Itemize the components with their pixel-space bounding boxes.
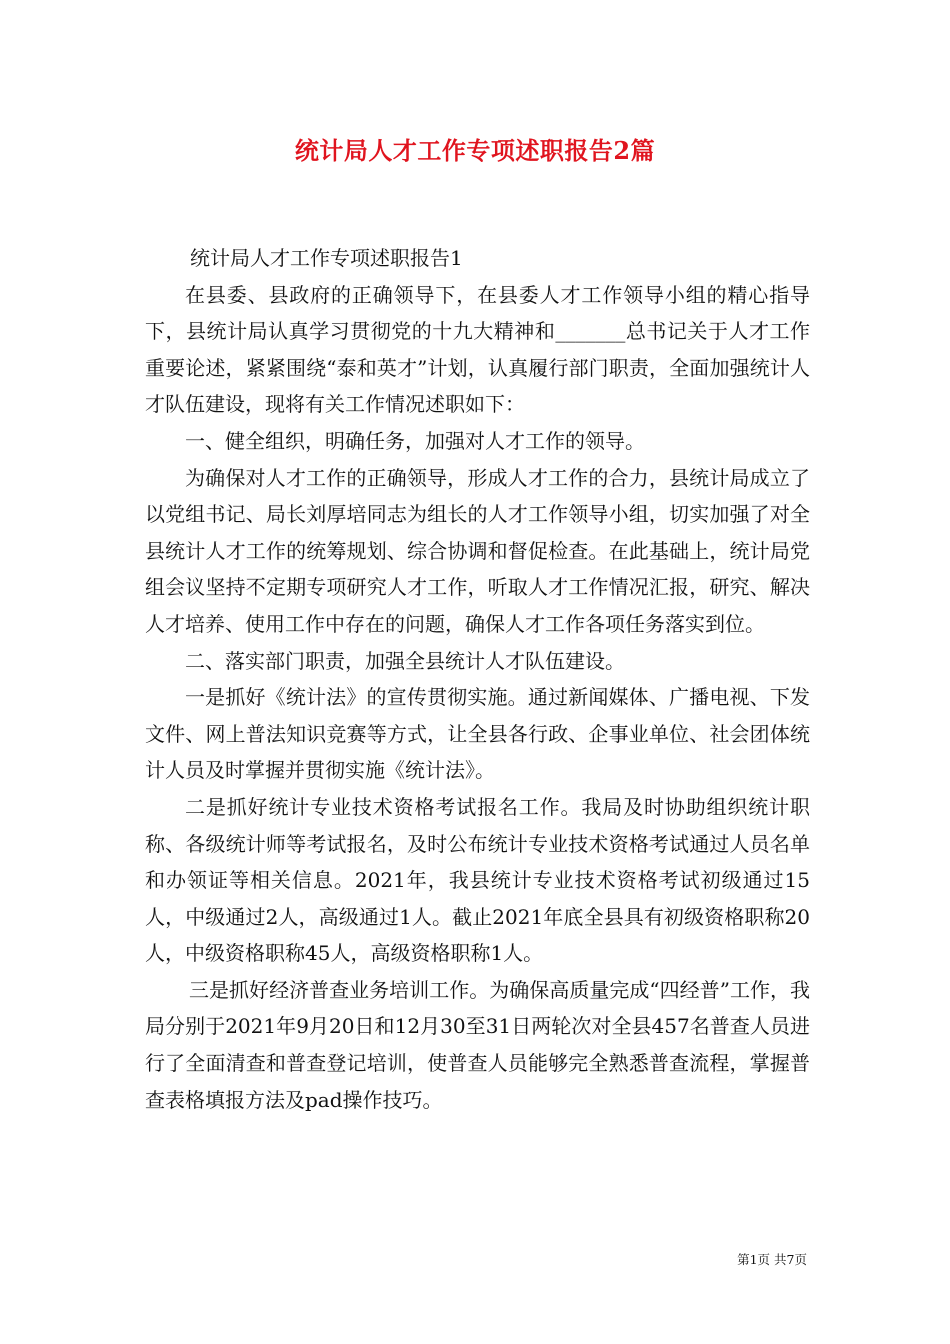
paragraph-leadership: 为确保对人才工作的正确领导，形成人才工作的合力，县统计局成立了以党组书记、局长刘厚培同志为组长的人才工作领导小组，切实加强了对全县统计人才工作的统筹规划、综合协调和督促检查。在此基础上，统计局党组会议坚持不定期专项研究人才工作，听取人才工作情况汇报，研究、解决人才培养、使用工作中存在的问题，确保人才工作各项任务落实到位。: [145, 465, 810, 636]
section-heading-1: 一、健全组织，明确任务，加强对人才工作的领导。: [185, 428, 645, 453]
paragraph-qualification-exam: 二是抓好统计专业技术资格考试报名工作。我局及时协助组织统计职称、各级统计师等考试报名，及时公布统计专业技术资格考试通过人员名单和办领证等相关信息。2021年，我县统计专业技术资格考试初级通过15人，中级通过2人，高级通过1人。截止2021年底全县具有初级资格职称20人，中级资格职称45人，高级资格职称1人。: [145, 794, 810, 966]
section-subtitle: 统计局人才工作专项述职报告1: [190, 246, 463, 270]
paragraph-intro: 在县委、县政府的正确领导下，在县委人才工作领导小组的精心指导下，县统计局认真学习贯彻党的十九大精神和_______总书记关于人才工作重要论述，紧紧围绕“泰和英才”计划，认真履行部门职责，全面加强统计人才队伍建设，现将有关工作情况述职如下：: [145, 282, 810, 417]
paragraph-census-training: 三是抓好经济普查业务培训工作。为确保高质量完成“四经普”工作，我局分别于2021年9月20日和12月30至31日两轮次对全县457名普查人员进行了全面清查和普查登记培训，使普查人员能够完全熟悉普查流程，掌握普查表格填报方法及pad操作技巧。: [145, 977, 810, 1112]
paragraph-statistics-law: 一是抓好《统计法》的宣传贯彻实施。通过新闻媒体、广播电视、下发文件、网上普法知识竞赛等方式，让全县各行政、企事业单位、社会团体统计人员及时掌握并贯彻实施《统计法》。: [145, 685, 810, 783]
page-number: 第1页 共7页: [737, 1252, 807, 1267]
document-body: [145, 240, 810, 1118]
document-title: 统计局人才工作专项述职报告2篇: [294, 136, 656, 165]
section-heading-2: 二、落实部门职责，加强全县统计人才队伍建设。: [185, 648, 625, 673]
